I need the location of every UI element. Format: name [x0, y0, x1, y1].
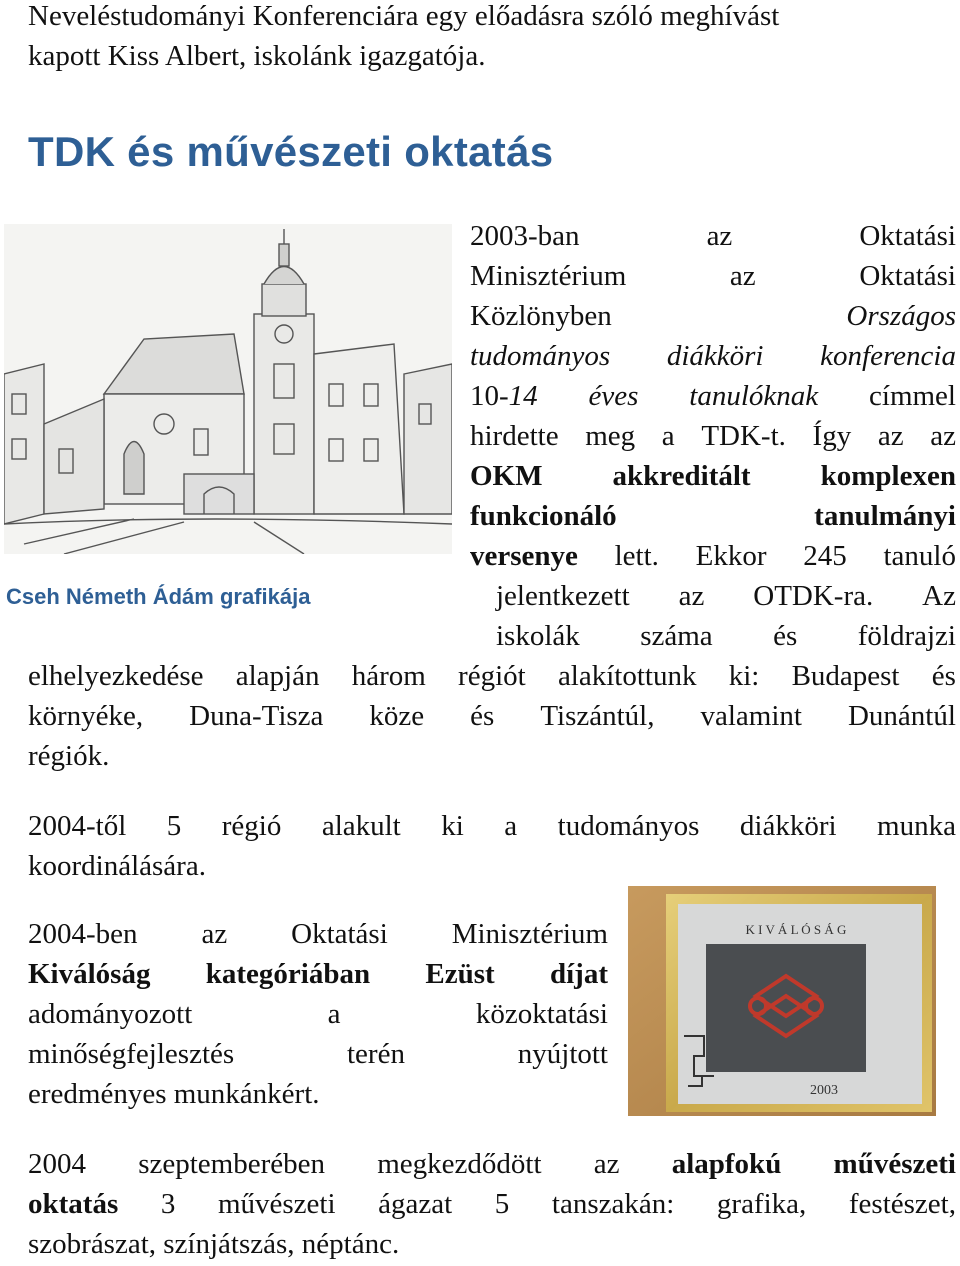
word: Dunántúl	[847, 700, 956, 732]
word: az	[201, 918, 228, 950]
word: alakítottunk	[557, 660, 697, 692]
word: tudományos	[470, 340, 611, 372]
word: az	[593, 1148, 620, 1180]
word: tanszakán:	[551, 1188, 675, 1220]
word-bold: alapfokú	[671, 1148, 782, 1180]
word: Minisztérium	[451, 918, 608, 950]
para3-line-5: eredményes munkánkért.	[28, 1078, 320, 1110]
word: komplexen	[820, 460, 956, 492]
church-drawing-image	[4, 224, 452, 554]
church-sketch-svg	[4, 224, 452, 554]
word-bold: versenye	[470, 540, 578, 572]
word: az	[877, 420, 904, 452]
word: hirdette	[470, 420, 559, 452]
para4-line-1	[28, 1148, 956, 1181]
para1-line-10	[496, 580, 956, 613]
word: ki:	[728, 660, 760, 692]
word-bold: oktatás	[28, 1188, 119, 1220]
word: munka	[877, 810, 956, 842]
para2-line-2: koordinálására.	[28, 850, 206, 882]
word: Duna-Tisza	[189, 700, 324, 732]
para1-line-14: régiók.	[28, 740, 110, 772]
word: Ezüst	[425, 958, 495, 990]
para1-line-13	[28, 700, 956, 733]
plaque-title: K I V Á L Ó S Á G	[745, 922, 847, 937]
word: Kiválóság	[28, 958, 151, 990]
intro-line-1: Neveléstudományi Konferenciára egy előadásra szóló meghívást	[28, 0, 780, 32]
word: az	[706, 220, 733, 252]
word: lett.	[614, 540, 659, 572]
word: az	[729, 260, 756, 292]
word: Oktatási	[859, 220, 956, 252]
word: 5	[166, 810, 182, 842]
para3-line-2	[28, 958, 608, 991]
word: alapján	[235, 660, 320, 692]
word: akkreditált	[612, 460, 751, 492]
word: Budapest	[791, 660, 900, 692]
para1-line-6	[470, 420, 956, 453]
word: adományozott	[28, 998, 193, 1030]
word: régió	[221, 810, 282, 842]
word: terén	[346, 1038, 405, 1070]
word: minőségfejlesztés	[28, 1038, 235, 1070]
word: nyújtott	[517, 1038, 608, 1070]
word: és	[773, 620, 798, 652]
word-italic: Országos	[846, 300, 956, 332]
para1-line-8	[470, 500, 956, 533]
word: környéke,	[28, 700, 144, 732]
para1-line-4	[470, 340, 956, 373]
word: Minisztérium	[470, 260, 627, 292]
word: OTDK-ra.	[753, 580, 874, 612]
word: az	[678, 580, 705, 612]
word: száma	[640, 620, 713, 652]
word: a	[661, 420, 675, 452]
word: meg	[585, 420, 636, 452]
text-span: 10-	[470, 380, 509, 412]
word: tudományos	[557, 810, 700, 842]
intro-line-2: kapott Kiss Albert, iskolánk igazgatója.	[28, 40, 486, 72]
section-heading: TDK és művészeti oktatás	[28, 128, 554, 175]
word: TDK-t.	[701, 420, 786, 452]
para1-line-3	[470, 300, 956, 333]
word-italic: éves	[588, 380, 639, 412]
word-italic: tanulóknak	[689, 380, 819, 412]
award-plaque-photo	[628, 886, 936, 1116]
word: 3	[160, 1188, 176, 1220]
word: ágazat	[378, 1188, 453, 1220]
para1-line-11	[496, 620, 956, 653]
word: közoktatási	[475, 998, 608, 1030]
para4-line-3: szobrászat, színjátszás, néptánc.	[28, 1228, 400, 1260]
word: művészeti	[217, 1188, 336, 1220]
word: díjat	[550, 958, 608, 990]
para1-line-12	[28, 660, 956, 693]
word: funkcionáló	[470, 500, 617, 532]
word: elhelyezkedése	[28, 660, 204, 692]
word: szeptemberében	[138, 1148, 326, 1180]
para3-line-3	[28, 998, 608, 1031]
word: földrajzi	[857, 620, 956, 652]
word: diákköri	[739, 810, 837, 842]
word: 5	[494, 1188, 510, 1220]
word: Oktatási	[859, 260, 956, 292]
para1-line-9	[470, 540, 956, 573]
word: az	[930, 420, 956, 452]
word: Az	[922, 580, 956, 612]
word: tanulmányi	[814, 500, 956, 532]
para4-line-2	[28, 1188, 956, 1221]
word: Oktatási	[291, 918, 388, 950]
word: Közlönyben	[470, 300, 612, 332]
word: a	[327, 998, 341, 1030]
para1-line-1	[470, 220, 956, 253]
word-bold: művészeti	[833, 1148, 956, 1180]
para2-line-1	[28, 810, 956, 843]
text-span-italic: 14	[508, 380, 538, 412]
word: OKM	[470, 460, 543, 492]
word: Így	[812, 420, 852, 452]
word: régiót	[458, 660, 526, 692]
word: Tiszántúl,	[540, 700, 655, 732]
word: 2004	[28, 1148, 86, 1180]
word: köze	[369, 700, 425, 732]
word: 2004-ben	[28, 918, 138, 950]
word: megkezdődött	[377, 1148, 542, 1180]
plaque-svg	[628, 886, 936, 1116]
word: jelentkezett	[496, 580, 630, 612]
illustration-caption: Cseh Németh Ádám grafikája	[6, 584, 311, 609]
word: Ekkor	[695, 540, 767, 572]
word: kategóriában	[205, 958, 371, 990]
word: grafika,	[716, 1188, 807, 1220]
word: valamint	[700, 700, 802, 732]
para3-line-4	[28, 1038, 608, 1071]
word: diákköri	[666, 340, 764, 372]
word: és	[931, 660, 956, 692]
word: 2003-ban	[470, 220, 580, 252]
plaque-year: 2003	[810, 1083, 838, 1098]
word: 2004-től	[28, 810, 127, 842]
word: három	[351, 660, 426, 692]
para1-line-7	[470, 460, 956, 493]
word: konferencia	[820, 340, 956, 372]
para1-line-5	[470, 380, 956, 413]
word: a	[504, 810, 518, 842]
para1-line-2	[470, 260, 956, 293]
word: tanuló	[883, 540, 956, 572]
word: ki	[441, 810, 464, 842]
word: festészet,	[848, 1188, 956, 1220]
word: iskolák	[496, 620, 580, 652]
para3-line-1	[28, 918, 608, 951]
word	[470, 380, 538, 413]
word: 245	[803, 540, 847, 572]
word: címmel	[869, 380, 956, 412]
word: alakult	[321, 810, 401, 842]
word: és	[470, 700, 495, 732]
